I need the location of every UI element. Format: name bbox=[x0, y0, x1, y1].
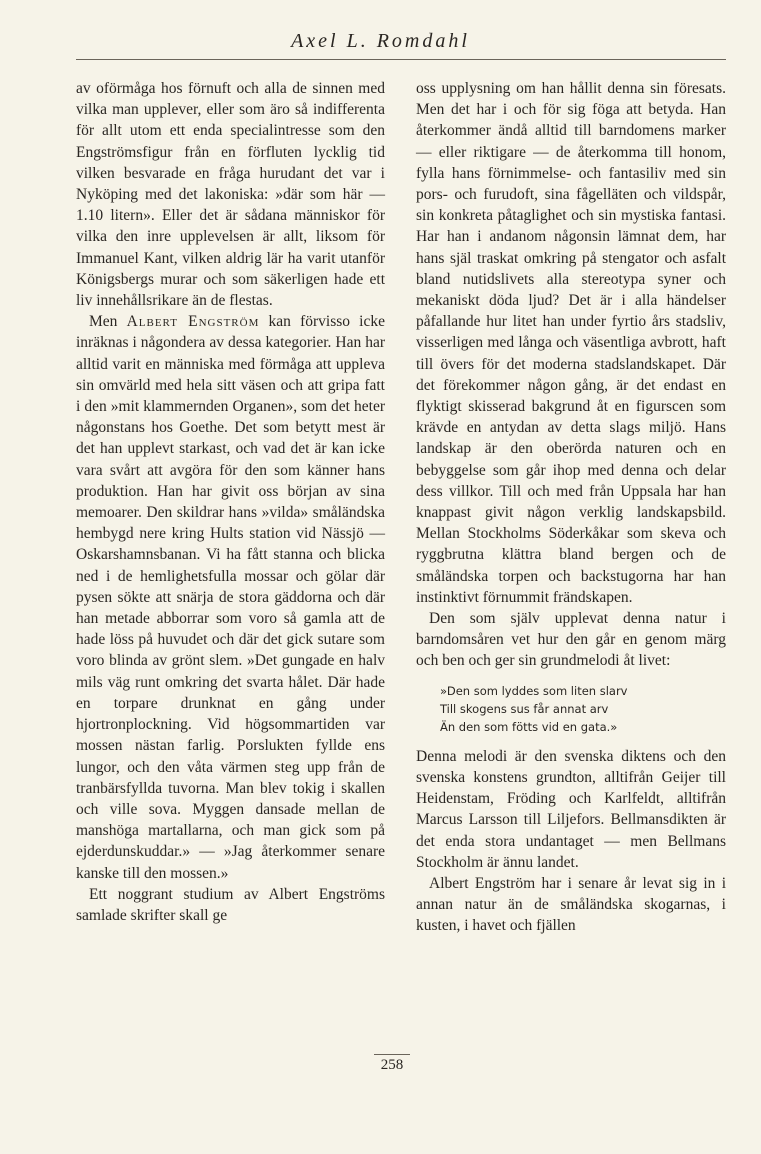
left-paragraph-2 bbox=[76, 311, 385, 883]
paragraph-2-text: kan förvisso icke inräknas i någondera av dessa kategorier. Han har alltid varit en människa med förmåga att uppleva sin omvärld med hela sitt väsen och att gripa fatt i den »mit klammernden Organen», som det heter någonstans hos Goethe. Det som betytt mest är det han upplevt starkast, och vad det är kan icke vara svårt att avgöra för den som känner hans produktion. Han har givit oss början av sina memoarer. Den skildrar hans »vilda» småländska hembygd nere kring Hults station vid Nässjö —Oskarshamnsbanan. Vi ha fått stanna och blicka ned i de hemlighetsfulla mossar och gölar där pysen sökte att snärja de stora gäddorna och där han metade abborrar som voro så gamla att de hade löss på huvudet och där det gick sutare som voro blinda av grönt slem. »Det gungade en halv mils väg runt omkring det svarta hålet. Där hade en torpare drunknat en gång under hjortronplockning. Vid högsommartiden var mossen nästan farlig. Porslukten fyllde ens lungor, och den våta värmen steg upp från de tranbärsfyllda tuvorna. Man blev tokig i skallen och ville sova. Myggen dansade mellan de manshöga martallarna, och man gick som på ejderdunskuddar.» — »Jag återkommer senare kanske till den mossen.» bbox=[76, 313, 385, 882]
verse-line: »Den som lyddes som liten slarv bbox=[440, 683, 628, 698]
verse-line: Än den som fötts vid en gata.» bbox=[440, 719, 618, 734]
page-number: 258 bbox=[374, 1054, 410, 1074]
right-paragraph-3: Denna melodi är den svenska diktens och den svenska konstens grundton, alltifrån Geijer till Heidenstam, Fröding och Karlfeldt, alltifrån Marcus Larsson till Liljefors. Bellmansdikten är det enda stora undantaget — men Bellmans Stockholm är ännu landet. bbox=[416, 747, 726, 871]
left-paragraph-3: Ett noggrant studium av Albert Engströms samlade skrifter skall ge bbox=[76, 885, 385, 924]
right-paragraph-2: Den som själv upplevat denna natur i barndomsåren vet hur den går en genom märg och ben och ger sin grundmelodi åt livet: bbox=[416, 610, 726, 670]
verse-quote bbox=[440, 682, 726, 736]
running-title: Axel L. Romdahl bbox=[291, 30, 470, 52]
verse-line: Till skogens sus får annat arv bbox=[440, 701, 609, 716]
header-rule bbox=[76, 59, 726, 60]
author-name: Albert Engström bbox=[126, 313, 260, 331]
right-paragraph-4: Albert Engström har i senare år levat sig in i annan natur än de småländska skogarnas, i kusten, i havet och fjällen bbox=[416, 874, 726, 935]
left-column bbox=[76, 78, 385, 926]
right-column bbox=[416, 78, 726, 937]
right-paragraph-1: oss upplysning om han hållit denna sin föresats. Men det har i och för sig föga att betyda. Han återkommer ändå alltid till barndomens marker — eller riktigare — de återkomma till honom, fylla hans förnimmelse- och fantasiliv med sin pors- och furudoft, sina fågelläten och vildspår, sin konkreta påtaglighet och sin mystiska fantasi. Har han i andanom någonsin lämnat dem, har hans själ traskat omkring på stengator och asfalt bland nutidslivets alla stereotypa syner och mekaniskt döda ljud? Det är i alla händelser påfallande hur litet han under fyrtio års stadsliv, visserligen med långa och väsentliga avbrott, haft till övers för det moderna stadslandskapet. Där det förekommer någon gång, är det endast en flyktigt skisserad bakgrund åt en figurscen som krävde en antydan av detta slags miljö. Hans landskap är den oberörda naturen och en bebyggelse som går ihop med denna och delar dess villkor. Till och med från Uppsala har han knappast givit någon verklig landskapsbild. Mellan Stockholms Söderkåkar som skeva och ryggbrutna klättra bland bergen och de småländska torpen och backstugorna har han instinktivt förnummit frändskapen. bbox=[416, 80, 726, 606]
left-paragraph-1: av oförmåga hos förnuft och alla de sinnen med vilka man upplever, eller som äro så indifferenta för allt utom ett enda specialintresse som den Engströmsfigur från en förfluten lycklig tid vilken besvarade en fråga hurudant det var i Nyköping med det lakoniska: »där som här — 1.10 litern». Eller det är sådana människor för vilka den inre upplevelsen är allt, liksom för Immanuel Kant, vilken aldrig lär ha varit utanför Königsbergs murar och som säkerligen hade ett liv innehållsrikare än de flestas. bbox=[76, 80, 385, 310]
paragraph-2-opening: Men bbox=[89, 313, 127, 331]
